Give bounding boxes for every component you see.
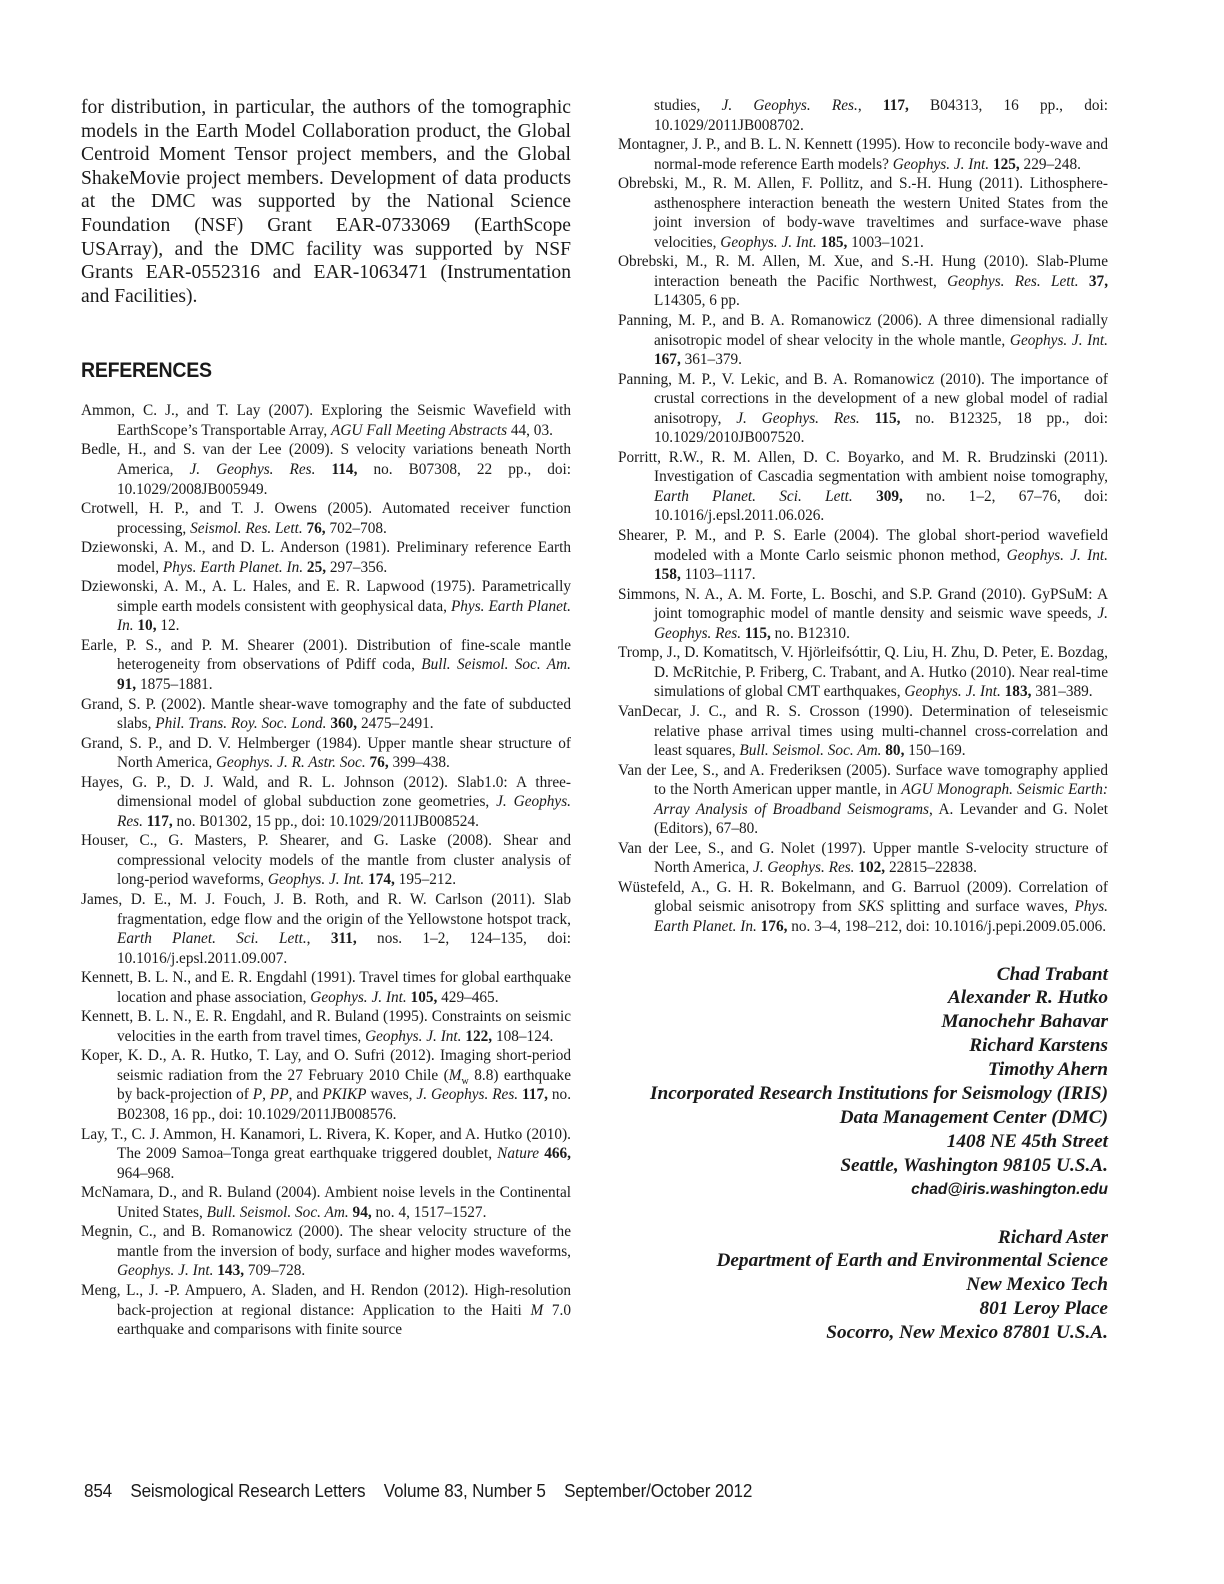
reference-text-run: Earth Planet. Sci. Lett. xyxy=(654,487,853,505)
reference-text-run: Nature xyxy=(497,1145,540,1163)
reference-text-run: Megnin, C., and B. Romanowicz (2000). The shear velocity structure of the mantle from the inversion of body, surface and higher modes waveforms, xyxy=(81,1223,571,1260)
author-block-iris xyxy=(618,963,1108,1178)
author-line: Chad Trabant xyxy=(996,963,1108,985)
left-column xyxy=(81,96,571,1340)
reference-text-run: PKIKP xyxy=(322,1086,367,1104)
reference-text-run: J. Geophys. Res. xyxy=(721,97,858,114)
reference-text-run: Houser, C., G. Masters, P. Shearer, and G. Laske (2008). Shear and compressional velocity models of the mantle from cluster analysis of long-period waveforms, xyxy=(81,832,571,889)
reference-text-run: 143, xyxy=(217,1262,245,1280)
reference-text-run: 115, xyxy=(874,409,901,427)
reference-text-run: Crotwell, H. P., and T. J. Owens (2005). Automated receiver function processing, xyxy=(81,500,571,537)
reference-text-run: J. Geophys. Res. xyxy=(117,793,571,830)
reference-text-run: 183, xyxy=(1004,683,1032,701)
reference-text-run: 309, xyxy=(876,487,903,505)
reference-text-run: Meng, L., J. -P. Ampuero, A. Sladen, and H. Rendon (2012). High-resolution back-projection at regional distance: Application to the Haiti xyxy=(81,1281,571,1319)
reference-text-run: , xyxy=(306,930,331,948)
reference-text-run: Geophys. J. R. Astr. Soc. xyxy=(215,754,366,772)
reference-text-run: , A. Levander and G. Nolet (Editors), 67–80. xyxy=(654,800,1109,838)
reference-text-run: , and xyxy=(288,1086,323,1104)
reference-entry xyxy=(618,174,1108,252)
reference-text-run: Obrebski, M., R. M. Allen, F. Pollitz, and S.-H. Hung (2011). Lithosphere-asthenosphere interaction beneath the western United States from the joint inversion of body-wave traveltimes and surface-wave phase velocities, xyxy=(618,175,1108,251)
reference-text-run: Wüstefeld, A., G. H. R. Bokelmann, and G. Barruol (2009). Correlation of global seismic anisotropy from xyxy=(618,878,1108,916)
references-heading: REFERENCES xyxy=(81,359,212,383)
reference-text-run: 195–212. xyxy=(394,871,457,889)
reference-text-run: 10, xyxy=(137,617,157,635)
reference-entry xyxy=(618,878,1108,937)
reference-text-run: 114, xyxy=(331,460,358,478)
reference-text-run: Geophys. J. Int. xyxy=(365,1027,462,1045)
reference-text-run xyxy=(1079,273,1089,290)
reference-entry xyxy=(81,734,571,773)
reference-text-run: J. Geophys. Res. xyxy=(654,605,1108,642)
author-affiliations xyxy=(618,963,1108,1346)
journal-name: Seismological Research Letters xyxy=(130,1480,366,1501)
author-line: Manochehr Bahavar xyxy=(941,1011,1108,1033)
reference-text-run: AGU Fall Meeting Abstracts xyxy=(330,421,508,439)
reference-text-run: 176, xyxy=(760,917,788,935)
reference-text-run: Earle, P. S., and P. M. Shearer (2001). Distribution of fine-scale mantle heterogeneity from observations of Pdiff coda, xyxy=(81,636,571,674)
reference-text-run: 108–124. xyxy=(492,1027,554,1045)
reference-entry xyxy=(618,311,1108,370)
reference-text-run: 22815–22838. xyxy=(885,859,977,877)
reference-text-run: Seismol. Res. Lett. xyxy=(190,519,303,537)
reference-text-run: Koper, K. D., A. R. Hutko, T. Lay, and O. Sufri (2012). Imaging short-period seismic radiation from the 27 February 2010 Chile ( xyxy=(81,1047,571,1084)
reference-text-run: Earth Planet. Sci. Lett. xyxy=(117,930,307,948)
reference-text-run: no. B12325, 18 pp., doi: 10.1029/2010JB007520. xyxy=(654,409,1109,447)
reference-entry xyxy=(618,526,1108,585)
reference-text-run: 117, xyxy=(146,812,173,830)
reference-text-run xyxy=(315,461,331,478)
reference-text-run: Van der Lee, S., and A. Frederiksen (2005). Surface wave tomography applied to the North American upper mantle, in xyxy=(618,761,1108,799)
reference-text-run: 102, xyxy=(858,859,886,877)
reference-text-run: no. 3–4, 198–212, doi: 10.1016/j.pepi.2009.05.006. xyxy=(787,917,1107,935)
reference-text-run: Geophys. J. Int. xyxy=(1009,331,1108,349)
reference-text-run: 117, xyxy=(522,1086,548,1104)
reference-text-run: B04313, 16 pp., doi: 10.1029/2011JB008702. xyxy=(654,97,1108,134)
reference-text-run: Geophys. J. Int. xyxy=(1006,546,1109,564)
reference-entry xyxy=(81,1046,571,1124)
reference-text-run: Van der Lee, S., and G. Nolet (1997). Upper mantle S-velocity structure of North America, xyxy=(618,839,1108,877)
reference-entry xyxy=(81,1222,571,1281)
reference-text-run: 1103–1117. xyxy=(680,566,756,584)
reference-text-run: J. Geophys. Res. xyxy=(189,460,316,478)
reference-entry xyxy=(81,1007,571,1046)
reference-text-run: 167, xyxy=(654,351,681,369)
reference-entry xyxy=(618,839,1108,878)
reference-text-run: 117, xyxy=(882,97,909,114)
reference-text-run: 964–968. xyxy=(117,1164,175,1182)
author-line: Department of Earth and Environmental Science xyxy=(716,1250,1108,1272)
reference-text-run: Dziewonski, A. M., A. L. Hales, and E. R. Lapwood (1975). Parametrically simple earth models consistent with geophysical data, xyxy=(81,578,571,615)
reference-entry xyxy=(81,538,571,577)
reference-text-run: Phil. Trans. Roy. Soc. Lond. xyxy=(155,715,327,733)
reference-text-run: , xyxy=(262,1086,270,1104)
reference-text-run: 361–379. xyxy=(680,351,742,369)
reference-text-run: Geophys. J. Int. xyxy=(720,233,817,251)
reference-text-run: 44, 03. xyxy=(507,421,553,439)
reference-text-run: studies, xyxy=(654,97,722,114)
reference-text-run: nos. 1–2, 124–135, doi: 10.1016/j.epsl.2011.09.007. xyxy=(117,930,571,967)
reference-text-run: Kennett, B. L. N., E. R. Engdahl, and R. Buland (1995). Constraints on seismic velocities in the earth from travel times, xyxy=(81,1008,571,1045)
reference-text-run: Grand, S. P. (2002). Mantle shear-wave tomography and the fate of subducted slabs, xyxy=(81,695,571,733)
reference-text-run: Phys. Earth Planet. In. xyxy=(162,558,304,576)
reference-text-run: Geophys. J. Int. xyxy=(904,683,1001,701)
reference-text-run: 76, xyxy=(369,754,389,772)
reference-text-run: 94, xyxy=(352,1203,372,1221)
reference-text-run: Bedle, H., and S. van der Lee (2009). S velocity variations beneath North America, xyxy=(81,441,571,478)
reference-text-run: J. Geophys. Res. xyxy=(736,409,860,427)
page-number: 854 xyxy=(84,1480,113,1501)
reference-text-run: no. B02308, 16 pp., doi: 10.1029/2011JB008576. xyxy=(117,1086,572,1124)
reference-text-run: P xyxy=(252,1086,263,1104)
reference-entry xyxy=(81,1125,571,1184)
reference-text-run: PP xyxy=(269,1086,289,1104)
reference-text-run: no. B12310. xyxy=(770,624,850,642)
reference-text-run: Geophys. J. Int. xyxy=(117,1262,214,1280)
reference-text-run: , xyxy=(857,97,883,114)
reference-text-run: Geophys. J. Int. xyxy=(310,988,407,1006)
reference-text-run: 399–438. xyxy=(388,754,450,772)
reference-text-run: 12. xyxy=(156,617,180,635)
author-line: Richard Karstens xyxy=(969,1035,1108,1057)
reference-text-run: no. B01302, 15 pp., doi: 10.1029/2011JB008524. xyxy=(172,812,479,830)
reference-text-run: SKS xyxy=(858,898,884,916)
reference-text-run: 105, xyxy=(410,988,438,1006)
reference-text-run: 1875–1881. xyxy=(136,676,213,693)
reference-text-run: Panning, M. P., V. Lekic, and B. A. Romanowicz (2010). The importance of crustal corrections in the development of a new global model of radial anisotropy, xyxy=(618,370,1108,427)
reference-text-run: L14305, 6 pp. xyxy=(654,292,740,310)
author-email[interactable]: chad@iris.washington.edu xyxy=(911,1180,1108,1198)
reference-text-run: splitting and surface waves, xyxy=(883,898,1075,916)
reference-text-run: Bull. Seismol. Soc. Am. xyxy=(206,1203,349,1221)
reference-text-run: McNamara, D., and R. Buland (2004). Ambient noise levels in the Continental United States, xyxy=(81,1184,571,1221)
right-column xyxy=(618,96,1108,1345)
reference-entry xyxy=(81,577,571,636)
reference-entry xyxy=(618,585,1108,644)
reference-text-run: M xyxy=(448,1066,462,1084)
reference-entry xyxy=(81,1183,571,1222)
reference-entry xyxy=(618,135,1108,174)
reference-text-run: 466, xyxy=(544,1145,572,1163)
reference-text-run: 80, xyxy=(885,742,905,760)
reference-entry xyxy=(81,499,571,538)
reference-text-run: Obrebski, M., R. M. Allen, M. Xue, and S.-H. Hung (2010). Slab-Plume interaction beneath the Pacific Northwest, xyxy=(618,253,1108,290)
reference-text-run: Shearer, P. M., and P. S. Earle (2004). The global short-period wavefield modeled with a Monte Carlo seismic phonon method, xyxy=(618,527,1108,564)
reference-text-run: 91, xyxy=(117,676,137,693)
reference-text-run: AGU Monograph. Seismic Earth: Array Analysis of Broadband Seismograms xyxy=(654,781,1109,818)
reference-entry xyxy=(81,636,571,695)
reference-entry xyxy=(81,440,571,499)
reference-text-run: 297–356. xyxy=(326,558,388,576)
reference-text-run: J. Geophys. Res. xyxy=(416,1086,519,1104)
reference-entry xyxy=(618,252,1108,311)
reference-text-run: no. 1–2, 67–76, doi: 10.1016/j.epsl.2011.06.026. xyxy=(654,487,1108,525)
reference-text-run: 25, xyxy=(306,558,327,576)
reference-text-run: 76, xyxy=(306,519,326,537)
reference-text-run: Hayes, G. P., D. J. Wald, and R. L. Johnson (2012). Slab1.0: A three-dimensional model of global subduction zone geometries, xyxy=(81,773,571,811)
references-list-right xyxy=(618,96,1108,135)
reference-entry xyxy=(618,370,1108,448)
author-line: Timothy Ahern xyxy=(987,1059,1108,1081)
reference-text-run: VanDecar, J. C., and R. S. Crosson (1990). Determination of teleseismic relative phase arrival times using multi-channel cross-correlation and least squares, xyxy=(618,702,1108,760)
author-line: Socorro, New Mexico 87801 U.S.A. xyxy=(826,1322,1108,1344)
reference-text-run: Kennett, B. L. N., and E. R. Engdahl (1991). Travel times for global earthquake location and phase association, xyxy=(81,969,571,1006)
journal-date: September/October 2012 xyxy=(564,1480,753,1501)
reference-entry xyxy=(81,773,571,832)
acknowledgment-paragraph: for distribution, in particular, the authors of the tomographic models in the Earth Model Collaboration product, the Global Centroid Moment Tensor project members, and the Global ShakeMovie project members. Development of data products at the DMC was supported by the National Science Foundation (NSF) Grant EAR-0733069 (EarthScope USArray), and the DMC facility was supported by NSF Grants EAR-0552316 and EAR-1063471 (Instrumentation and Facilities). xyxy=(81,97,571,307)
reference-text-run: waves, xyxy=(366,1086,417,1104)
reference-entry xyxy=(81,968,571,1007)
reference-text-run: Phys. Earth Planet. In. xyxy=(654,898,1108,935)
author-line: 1408 NE 45th Street xyxy=(946,1130,1108,1152)
reference-text-run: Grand, S. P., and D. V. Helmberger (1984). Upper mantle shear structure of North America, xyxy=(81,734,571,772)
reference-entry xyxy=(618,702,1108,761)
reference-entry xyxy=(618,761,1108,839)
reference-text-run: Simmons, N. A., A. M. Forte, L. Boschi, and S.P. Grand (2010). GyPSuM: A joint tomographic model of mantle density and seismic wave speeds, xyxy=(618,585,1108,623)
reference-text-run: w xyxy=(461,1075,469,1087)
author-line: 801 Leroy Place xyxy=(979,1298,1108,1320)
reference-text-run: no. 4, 1517–1527. xyxy=(371,1203,487,1221)
reference-text-run: 185, xyxy=(820,233,848,251)
reference-entry xyxy=(618,448,1108,526)
author-line: Incorporated Research Institutions for Seismology (IRIS) xyxy=(650,1083,1108,1105)
reference-text-run: Geophys. J. Int. xyxy=(892,155,990,173)
reference-text-run: J. Geophys. Res. xyxy=(752,859,855,877)
reference-text-run: Ammon, C. J., and T. Lay (2007). Exploring the Seismic Wavefield with EarthScope’s Transportable Array, xyxy=(81,402,571,439)
author-block-nmt xyxy=(618,1226,1108,1346)
reference-text-run: M xyxy=(530,1301,544,1319)
reference-text-run: Montagner, J. P., and B. L. N. Kennett (1995). How to reconcile body-wave and normal-mode reference Earth models? xyxy=(618,136,1108,173)
reference-text-run: 381–389. xyxy=(1031,683,1093,701)
reference-text-run: Bull. Seismol. Soc. Am. xyxy=(421,656,571,674)
author-line: Alexander R. Hutko xyxy=(947,987,1108,1009)
reference-text-run: 311, xyxy=(330,930,357,948)
reference-text-run: 7.0 earthquake and comparisons with finite source xyxy=(117,1301,571,1339)
journal-volume: Volume 83, Number 5 xyxy=(383,1480,546,1501)
reference-text-run: Porritt, R.W., R. M. Allen, D. C. Boyarko, and M. R. Brudzinski (2011). Investigation of Cascadia segmentation with ambient noise tomography, xyxy=(618,448,1108,486)
reference-text-run: Phys. Earth Planet. In. xyxy=(117,597,571,635)
reference-text-run xyxy=(860,410,875,427)
reference-text-run: 174, xyxy=(368,871,395,889)
author-line: Data Management Center (DMC) xyxy=(839,1106,1108,1128)
reference-text-run: 709–728. xyxy=(244,1262,306,1280)
reference-text-run: Geophys. J. Int. xyxy=(267,871,365,889)
page-footer xyxy=(84,1480,766,1502)
reference-text-run: James, D. E., M. J. Fouch, J. B. Roth, and R. W. Carlson (2011). Slab fragmentation, edge flow and the origin of the Yellowstone hotspot track, xyxy=(81,891,571,928)
reference-entry xyxy=(81,401,571,440)
author-line: New Mexico Tech xyxy=(966,1274,1108,1296)
reference-text-run: 115, xyxy=(744,624,771,642)
reference-text-run: 360, xyxy=(330,715,358,733)
reference-text-run: 429–465. xyxy=(437,988,499,1006)
reference-text-run: 158, xyxy=(654,566,681,584)
reference-text-run: Lay, T., C. J. Ammon, H. Kanamori, L. Rivera, K. Koper, and A. Hutko (2010). The 2009 Samoa–Tonga great earthquake triggered doublet, xyxy=(81,1125,571,1163)
reference-entry xyxy=(81,1281,571,1340)
reference-text-run: 2475–2491. xyxy=(357,715,434,733)
references-list-right-entries xyxy=(618,135,1108,936)
reference-text-run: 8.8) earthquake by back-projection of xyxy=(117,1066,571,1104)
reference-entry xyxy=(81,890,571,968)
reference-continuation xyxy=(618,96,1108,135)
reference-text-run: Panning, M. P., and B. A. Romanowicz (2006). A three dimensional radially anisotropic model of shear velocity in the whole mantle, xyxy=(618,312,1108,349)
reference-text-run: Geophys. Res. Lett. xyxy=(947,272,1079,290)
reference-text-run: 229–248. xyxy=(1019,155,1081,173)
reference-text-run xyxy=(853,488,876,505)
author-line: Richard Aster xyxy=(997,1226,1108,1248)
reference-text-run: 125, xyxy=(992,155,1020,173)
reference-text-run: Tromp, J., D. Komatitsch, V. Hjörleifsóttir, Q. Liu, H. Zhu, D. Peter, E. Bozdag, D. McRitchie, P. Friberg, C. Trabant, and A. Hutko (2010). Near real-time simulations of global CMT earthquakes, xyxy=(618,644,1108,701)
reference-text-run: Bull. Seismol. Soc. Am. xyxy=(739,742,882,760)
reference-text-run: 37, xyxy=(1088,272,1109,290)
reference-text-run: 702–708. xyxy=(325,519,387,537)
author-line: Seattle, Washington 98105 U.S.A. xyxy=(840,1154,1108,1176)
reference-text-run: 150–169. xyxy=(904,742,966,760)
references-list-left xyxy=(81,401,571,1339)
reference-text-run: Dziewonski, A. M., and D. L. Anderson (1981). Preliminary reference Earth model, xyxy=(81,539,571,576)
reference-text-run: no. B07308, 22 pp., doi: 10.1029/2008JB005949. xyxy=(117,460,571,498)
reference-entry xyxy=(81,695,571,734)
author-block-spacer xyxy=(618,1202,1108,1226)
reference-entry xyxy=(81,831,571,890)
reference-entry xyxy=(618,643,1108,702)
reference-text-run: 1003–1021. xyxy=(847,233,924,251)
reference-text-run: 122, xyxy=(465,1027,493,1045)
